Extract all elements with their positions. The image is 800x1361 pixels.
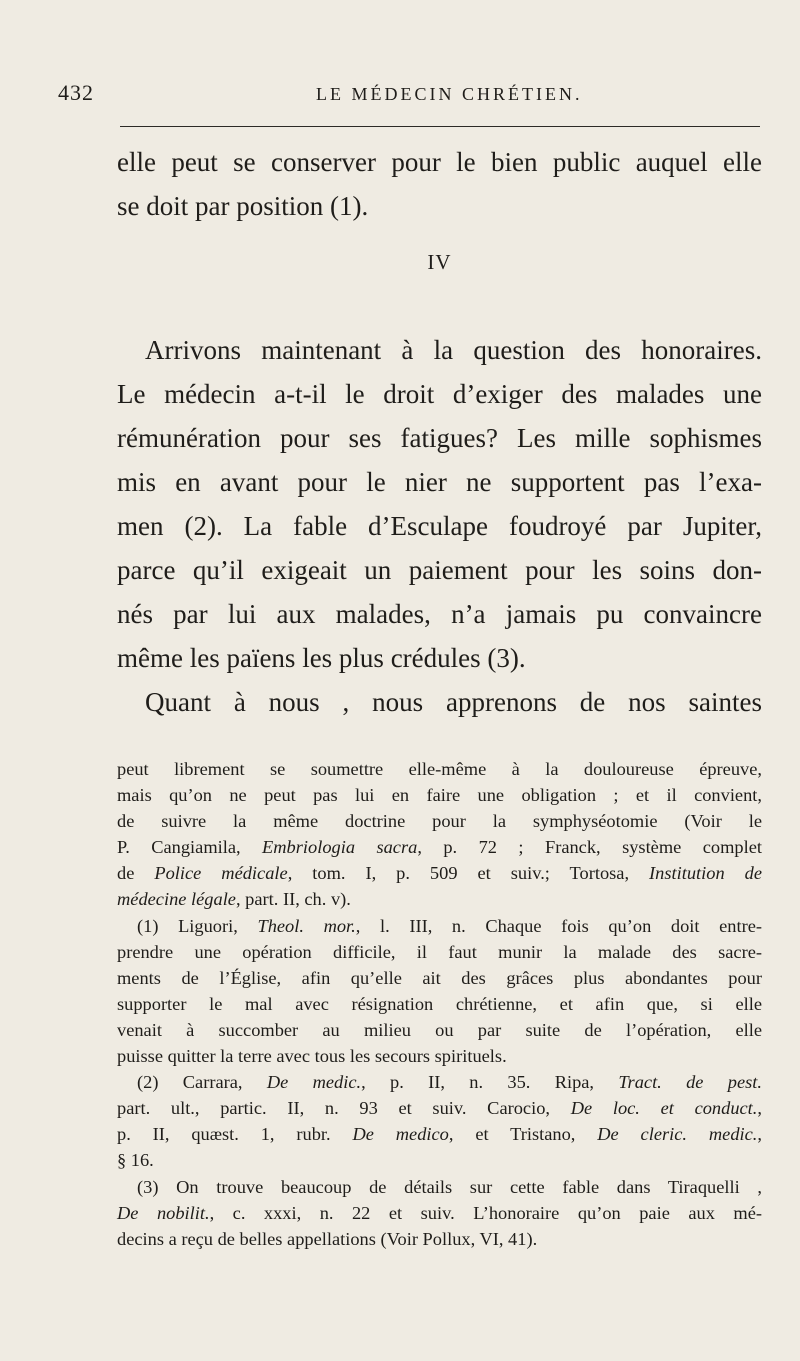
text-line: Arrivons maintenant à la question des honoraires. [145,335,762,365]
footnote-3: (3) On trouve beaucoup de détails sur cette fable dans Tiraquelli , De nobilit., c. xxxi, n. 22 et suiv. L’honoraire qu’on paie aux mé- decins a reçu de belles appellations (Voir Pollux, VI, 41). [117,1176,762,1249]
text-line: se doit par position (1). [117,191,369,221]
text-line: mis en avant pour le nier ne supportent pas l’exa- [117,467,762,497]
footnote-2: (2) Carrara, De medic., p. II, n. 35. Ripa, Tract. de pest. part. ult., partic. II, n. 93 et suiv. Carocio, De loc. et conduct., p. II, quæst. 1, rubr. De medico, et Tristano, De cleric. medic., § 16. [117,1072,762,1171]
footnote-1: (1) Liguori, Theol. mor., l. III, n. Chaque fois qu’on doit entre- prendre une opération difficile, il faut munir la malade des sacre- ments de l’Église, afin qu’elle ait des grâces plus abondantes pour supporter le mal avec résignation chrétienne, et afin que, si elle venait à succomber au milieu ou par suite de l’opération, elle puisse quitter la terre avec tous les secours spirituels. [117,915,763,1067]
text-line: men (2). La fable d’Esculape foudroyé par Jupiter, [117,511,762,541]
footnote-continuation: peut librement se soumettre elle-même à la douloureuse épreuve, mais qu’on ne peut pas lui en faire une obligation ; et il convient, de suivre la même doctrine pour la symphyséotomie (Voir le P. Cangiamila, Embriologia sacra, p. 72 ; Franck, système complet de Police médicale, tom. I, p. 509 et suiv.; Tortosa, Institution de médecine légale, part. II, ch. v). [117,759,762,910]
main-text [117,140,762,717]
section-heading: IV [427,250,452,274]
page-number: 432 [58,80,94,105]
text-line: nés par lui aux malades, n’a jamais pu convaincre [117,599,762,629]
text-line: rémunération pour ses fatigues? Les mille sophismes [117,423,762,453]
footnotes [117,756,762,1252]
running-title: LE MÉDECIN CHRÉTIEN. [316,84,583,104]
text-line: Le médecin a-t-il le droit d’exiger des malades une [117,379,762,409]
text-line: parce qu’il exigeait un paiement pour les soins don- [117,555,762,585]
text-line: même les païens les plus crédules (3). [117,643,526,673]
header-rule [120,126,760,127]
paragraph [117,328,762,724]
text-line: elle peut se conserver pour le bien public auquel elle [117,147,762,177]
page-header [58,80,758,114]
text-line: Quant à nous , nous apprenons de nos saintes [145,687,762,717]
